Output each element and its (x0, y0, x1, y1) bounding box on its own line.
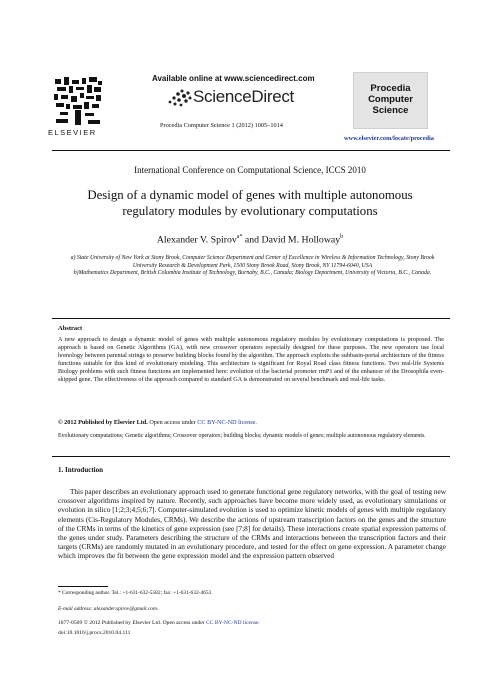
section-heading-introduction: 1. Introduction (58, 466, 103, 474)
abstract-copyright (58, 419, 257, 426)
copyright-text: © 2012 Published by Elsevier Ltd. (58, 419, 148, 426)
footer-license-link[interactable]: CC BY-NC-ND license. (205, 620, 260, 626)
paper-title (40, 187, 460, 219)
abstract-heading: Abstract (58, 325, 83, 332)
header-divider (52, 150, 450, 151)
author-list (0, 234, 500, 245)
footer-open-access: Open access under (161, 620, 206, 626)
author-1-mark: a* (236, 234, 243, 240)
open-access-text: Open access under (147, 419, 198, 426)
footnote-email: E-mail address: alexander.spirov@gmail.com. (58, 606, 159, 612)
abstract-top-divider (52, 318, 450, 319)
available-online-text: Available online at www.sciencedirect.com (152, 74, 315, 83)
abstract-bottom-divider (52, 456, 450, 457)
journal-box-line-3: Science (372, 105, 409, 116)
title-line-2: regulatory modules by evolutionary computations (122, 204, 378, 218)
sciencedirect-wordmark: ScienceDirect (193, 87, 294, 106)
title-line-1: Design of a dynamic model of genes with multiple autonomous (87, 188, 413, 202)
conference-name: International Conference on Computational Science, ICCS 2010 (134, 165, 366, 175)
journal-box-line-1: Procedia (370, 83, 411, 94)
publisher-name: ELSEVIER (48, 128, 97, 137)
affiliation-b: b)Mathematics Department, British Columbia Institute of Technology, Burnaby, B.C., Canada; Biology Department, University of Victoria, B.C., Canada. (73, 270, 432, 277)
author-2-mark: b (340, 234, 344, 240)
sciencedirect-dots-icon (167, 88, 193, 108)
elsevier-tree-logo (52, 75, 104, 127)
footnote-corresponding: * Corresponding author. Tel.: +1-631-632-5582; fax: +1-631-632-4653. (58, 590, 213, 596)
keywords: Evolutionary computations; Genetic algorithms; Crossover operators; building blocks; dynamic models of genes; multiple autonomous regulatory elements. (58, 433, 426, 439)
abstract-text: A new approach to design a dynamic model of genes with multiple autonomous regulatory modules by evolutionary computations is proposed. The approach is based on Genetic Algorithms (GA), with new crossover operators especially designed for these purposes. The new operators use local homology between parental strings to preserve building blocks found by the algorithm. The approach exploits the subbasin-portal architecture of the fitness functions suitable for this kind of evolutionary modeling. This architecture is significant for Royal Road class fitness functions. Two real-life Systems Biology problems with such fitness functions are implemented here: evolution of the bacterial promoter rrnP1 and of the enhancer of the Drosophila even-skipped gene. The effectiveness of the approach compared to standard GA is demonstrated on several benchmark and real-life tasks. (58, 336, 444, 383)
journal-title-box (353, 72, 428, 129)
journal-url-link[interactable]: www.elsevier.com/locate/procedia (344, 135, 434, 142)
footer-doi[interactable]: doi:10.1016/j.procs.2010.04.111 (58, 630, 131, 636)
introduction-paragraph: This paper describes an evolutionary approach used to generate functional gene regulatory networks, with the goal of testing new crossover algorithms inspired by nature. Recently, such approaches have become more widely used, as evolutionary simulations or evolution in silico [1;2;3;4;5;6;7]. Computer-simulated evolution is used to optimize kinetic models of genes with multiple regulatory elements (Cis-Regulatory Modules, CRMs). We describe the actions of upstream transcription factors on the genes and the structure of the CRMs in terms of the kinetics of gene expression (see [7;8] for details). These interactions create spatial expression patterns of the genes under study. Parameters describing the structure of the CRMs and interactions between the transcription factors and their targets (CRMs) are randomly mutated in an evolutionary procedure, and tested for the effect on gene expression. A parameter change which improves the fit between the gene expression model and the expression pattern observed (58, 488, 446, 561)
affiliation-a: a) State University of New York at Stony Brook, Computer Science Department and Center of Excellence in Wireless & Information Technology, Stony Brook University Research & Development Park, 1500 Stony Brook Road, Stony Brook, NY 11794-6040, USA (70, 255, 435, 269)
journal-box-line-2: Computer (368, 94, 413, 105)
footer-issn (58, 620, 260, 626)
issn-text: 1877-0509 © 2012 Published by Elsevier Ltd. (58, 620, 162, 626)
author-2: David M. Holloway (261, 234, 341, 246)
affiliations (60, 255, 445, 278)
author-and: and (242, 234, 262, 246)
journal-reference: Procedia Computer Science 1 (2012) 1005–1014 (160, 122, 283, 129)
footnote-divider (58, 586, 108, 587)
license-link[interactable]: CC BY-NC-ND license. (197, 419, 257, 426)
author-1: Alexander V. Spirov (156, 234, 237, 246)
